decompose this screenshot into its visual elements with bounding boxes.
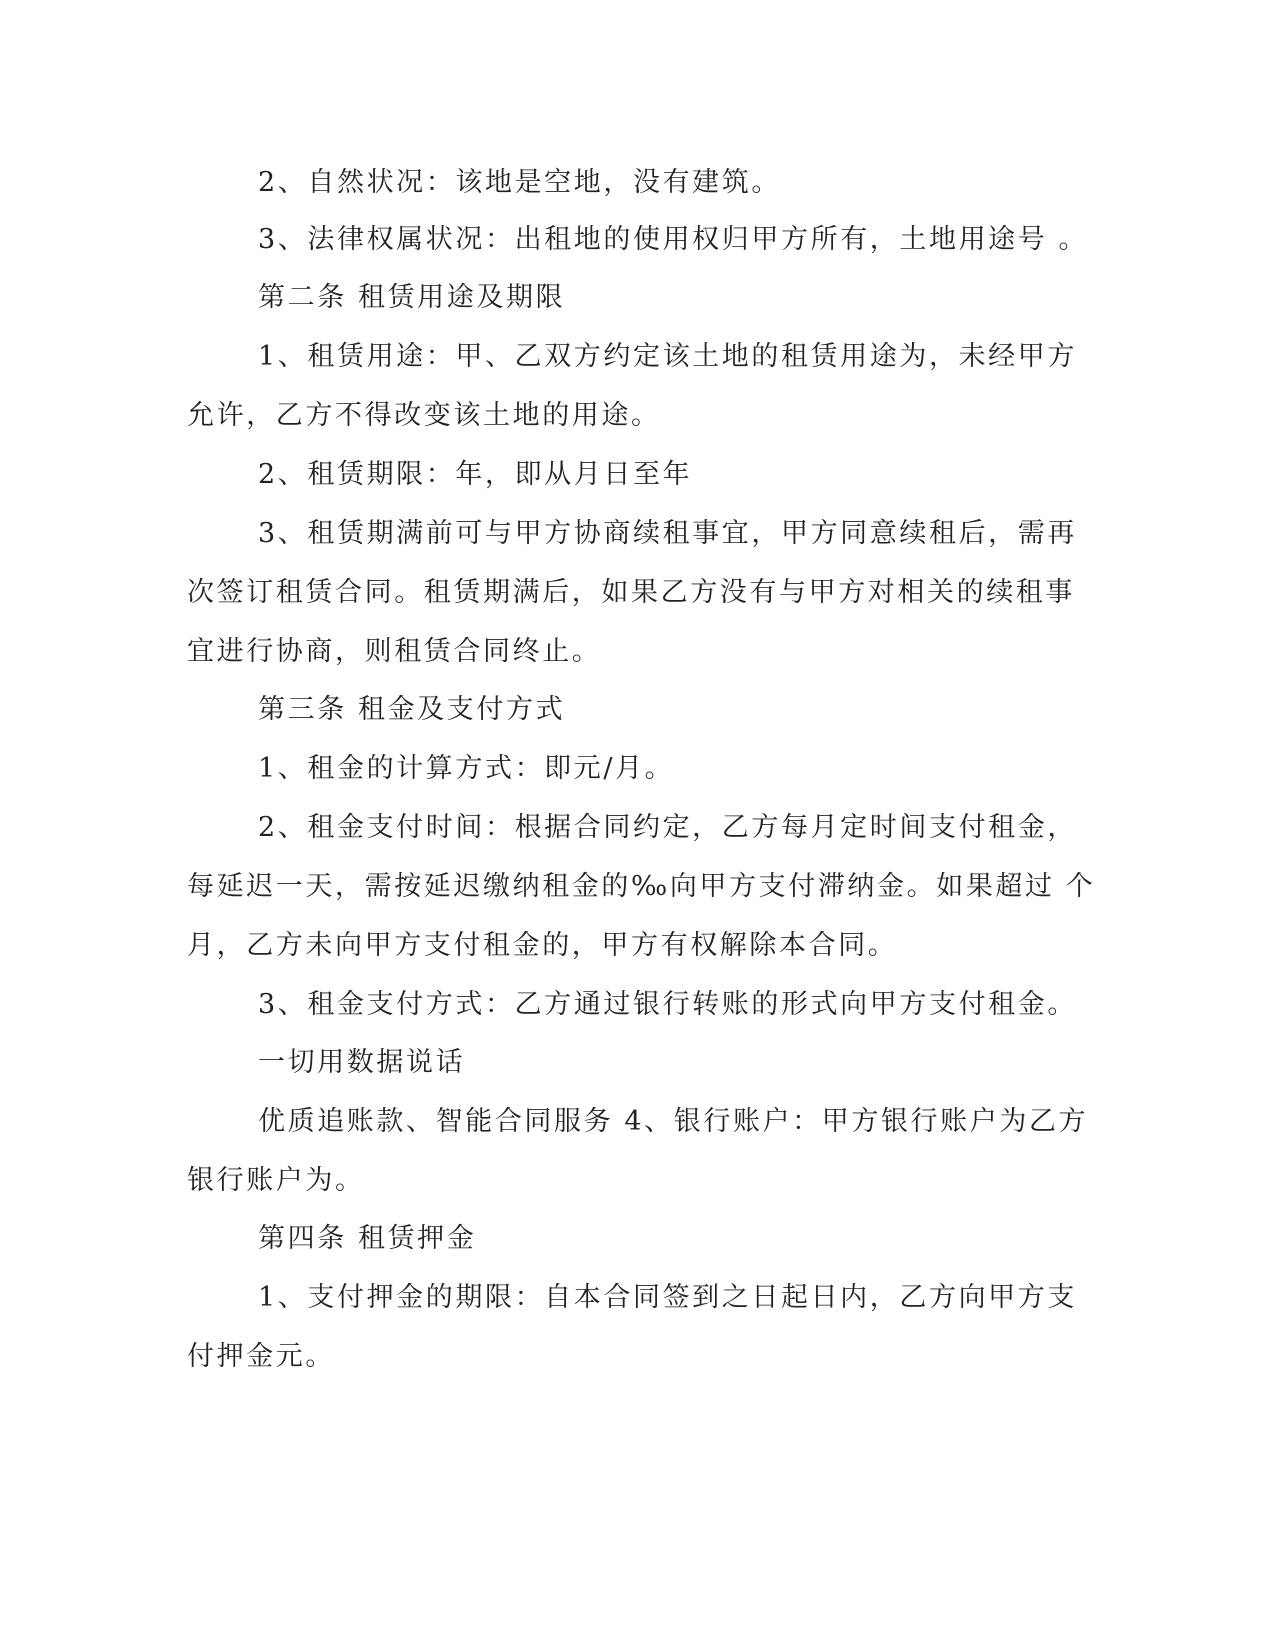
clause-line-deposit-deadline: 1、支付押金的期限：自本合同签到之日起日内，乙方向甲方支 xyxy=(258,1282,1077,1313)
section-heading-article-3: 第三条 租金及支付方式 xyxy=(258,694,566,725)
clause-line-lease-purpose: 1、租赁用途：甲、乙双方约定该土地的租赁用途为，未经甲方 xyxy=(258,341,1077,372)
clause-line-renewal-cont-2: 宜进行协商，则租赁合同终止。 xyxy=(187,636,602,667)
clause-line-payment-method: 3、租金支付方式：乙方通过银行转账的形式向甲方支付租金。 xyxy=(258,989,1077,1020)
clause-line-payment-time-cont-1: 每延迟一天，需按延迟缴纳租金的‰向甲方支付滞纳金。如果超过 个 xyxy=(187,871,1096,902)
clause-line-renewal-cont-1: 次签订租赁合同。租赁期满后，如果乙方没有与甲方对相关的续租事 xyxy=(187,577,1075,608)
clause-line-lease-purpose-cont: 允许，乙方不得改变该土地的用途。 xyxy=(187,400,661,431)
slogan-line: 一切用数据说话 xyxy=(258,1047,466,1078)
clause-line-renewal: 3、租赁期满前可与甲方协商续租事宜，甲方同意续租后，需再 xyxy=(258,518,1077,549)
clause-line-rent-calculation: 1、租金的计算方式：即元/月。 xyxy=(258,753,675,784)
clause-line-legal-ownership: 3、法律权属状况：出租地的使用权归甲方所有，土地用途号 。 xyxy=(258,224,1089,255)
clause-line-natural-condition: 2、自然状况：该地是空地，没有建筑。 xyxy=(258,167,781,198)
clause-line-bank-account-cont: 银行账户为。 xyxy=(187,1165,365,1196)
clause-line-payment-time: 2、租金支付时间：根据合同约定，乙方每月定时间支付租金， xyxy=(258,812,1077,843)
clause-line-bank-account: 优质追账款、智能合同服务 4、银行账户：甲方银行账户为乙方 xyxy=(258,1106,1089,1137)
section-heading-article-2: 第二条 租赁用途及期限 xyxy=(258,282,566,313)
clause-line-payment-time-cont-2: 月，乙方未向甲方支付租金的，甲方有权解除本合同。 xyxy=(187,930,898,961)
section-heading-article-4: 第四条 租赁押金 xyxy=(258,1223,477,1254)
clause-line-lease-term: 2、租赁期限：年，即从月日至年 xyxy=(258,459,693,490)
clause-line-deposit-deadline-cont: 付押金元。 xyxy=(187,1341,335,1372)
